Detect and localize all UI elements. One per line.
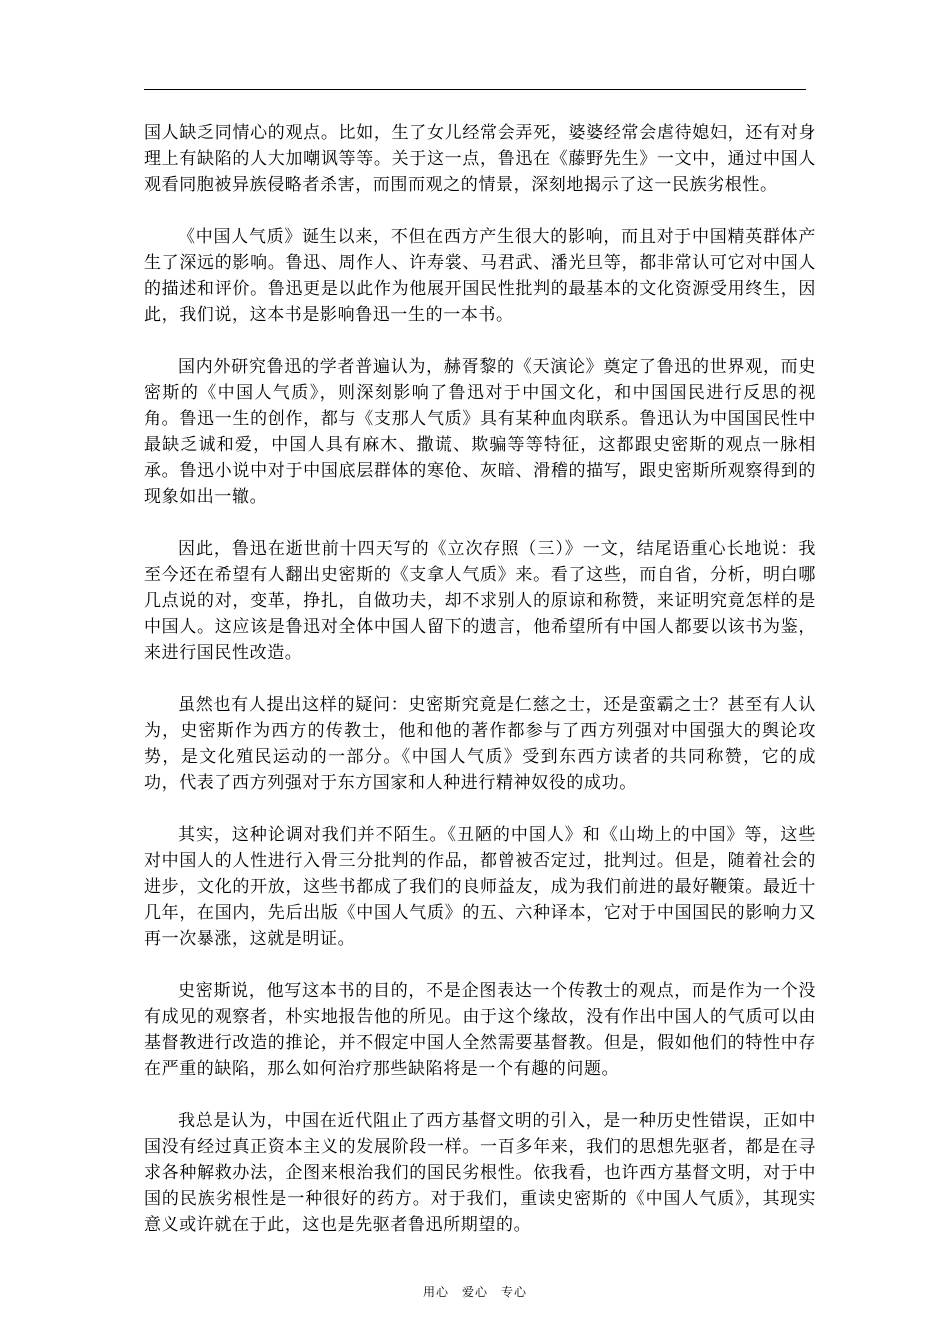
paragraph: 国人缺乏同情心的观点。比如，生了女儿经常会弄死，婆婆经常会虐待媳妇，还有对身理上有缺陷的人大加嘲讽等等。关于这一点，鲁迅在《藤野先生》一文中，通过中国人观看同胞被异族侵略者杀害，而围而观之的情景，深刻地揭示了这一民族劣根性。 xyxy=(144,123,816,195)
document-body xyxy=(144,120,816,1238)
paragraph: 国内外研究鲁迅的学者普遍认为，赫胥黎的《天演论》奠定了鲁迅的世界观，而史密斯的《中国人气质》，则深刻影响了鲁迅对于中国文化，和中国国民进行反思的视角。鲁迅一生的创作，都与《支那人气质》具有某种血肉联系。鲁迅认为中国国民性中最缺乏诚和爱，中国人具有麻木、撒谎、欺骗等等特征，这都跟史密斯的观点一脉相承。鲁迅小说中对于中国底层群体的寒伧、灰暗、滑稽的描写，跟史密斯所观察得到的现象如出一辙。 xyxy=(144,357,816,507)
paragraph: 《中国人气质》诞生以来，不但在西方产生很大的影响，而且对于中国精英群体产生了深远的影响。鲁迅、周作人、许寿裳、马君武、潘光旦等，都非常认可它对中国人的描述和评价。鲁迅更是以此作为他展开国民性批判的最基本的文化资源受用终生，因此，我们说，这本书是影响鲁迅一生的一本书。 xyxy=(144,227,816,325)
paragraph: 虽然也有人提出这样的疑问：史密斯究竟是仁慈之士，还是蛮霸之士？甚至有人认为，史密斯作为西方的传教士，他和他的著作都参与了西方列强对中国强大的舆论攻势，是文化殖民运动的一部分。《中国人气质》受到东西方读者的共同称赞，它的成功，代表了西方列强对于东方国家和人种进行精神奴役的成功。 xyxy=(144,695,816,793)
header-rule xyxy=(144,89,806,90)
paragraph: 我总是认为，中国在近代阻止了西方基督文明的引入，是一种历史性错误，正如中国没有经过真正资本主义的发展阶段一样。一百多年来，我们的思想先驱者，都是在寻求各种解救办法，企图来根治我们的国民劣根性。依我看，也许西方基督文明，对于中国的民族劣根性是一种很好的药方。对于我们，重读史密斯的《中国人气质》，其现实意义或许就在于此，这也是先驱者鲁迅所期望的。 xyxy=(144,1111,816,1235)
paragraph: 史密斯说，他写这本书的目的，不是企图表达一个传教士的观点，而是作为一个没有成见的观察者，朴实地报告他的所见。由于这个缘故，没有作出中国人的气质可以由基督教进行改造的推论，并不假定中国人全然需要基督教。但是，假如他们的特性中存在严重的缺陷，那么如何治疗那些缺陷将是一个有趣的问题。 xyxy=(144,981,816,1079)
paragraph: 因此，鲁迅在逝世前十四天写的《立次存照（三）》一文，结尾语重心长地说：我至今还在希望有人翻出史密斯的《支拿人气质》来。看了这些，而自省，分析，明白哪几点说的对，变革，挣扎，自做功夫，却不求别人的原谅和称赞，来证明究竟怎样的是中国人。这应该是鲁迅对全体中国人留下的遗言，他希望所有中国人都要以该书为鉴，来进行国民性改造。 xyxy=(144,539,816,663)
page-footer: 用心 爱心 专心 xyxy=(422,1285,527,1299)
paragraph: 其实，这种论调对我们并不陌生。《丑陋的中国人》和《山坳上的中国》等，这些对中国人的人性进行入骨三分批判的作品，都曾被否定过，批判过。但是，随着社会的进步，文化的开放，这些书都成了我们的良师益友，成为我们前进的最好鞭策。最近十几年，在国内，先后出版《中国人气质》的五、六种译本，它对于中国国民的影响力又再一次暴涨，这就是明证。 xyxy=(144,825,816,949)
